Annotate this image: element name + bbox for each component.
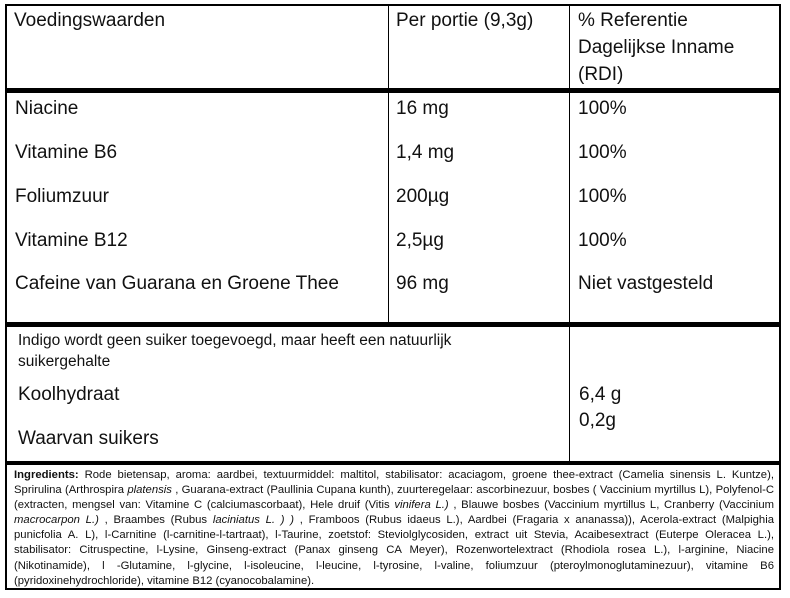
row-name: Niacine	[15, 98, 79, 119]
ingredients-italic: laciniatus L. ) )	[212, 514, 295, 527]
ingredients-part: , Blauwe bosbes (Vaccinium myrtillus L, Cranberry (Vaccinium	[448, 499, 775, 512]
header-rdi-line2: Dagelijkse Inname	[578, 37, 735, 58]
header-rdi-line3: (RDI)	[578, 64, 624, 85]
row-rdi: Niet vastgesteld	[578, 273, 714, 294]
row-amount: 1,4 mg	[396, 142, 455, 163]
ingredients-text	[14, 468, 774, 589]
row-rdi: 100%	[578, 230, 627, 251]
column-divider-2	[569, 6, 570, 461]
header-per-portion: Per portie (9,3g)	[396, 10, 534, 31]
column-divider-1	[388, 6, 389, 322]
row-rdi: 100%	[578, 142, 627, 163]
nutrition-table	[5, 4, 781, 590]
header-divider	[7, 88, 779, 93]
ingredients-label: Ingredients:	[14, 469, 79, 481]
ingredients-italic: macrocarpon L.)	[14, 514, 99, 527]
row-rdi: 100%	[578, 186, 627, 207]
header-nutrition-label: Voedingswaarden	[14, 10, 166, 31]
ingredients-part: , Braambes (Rubus	[98, 514, 213, 527]
row-amount: 200µg	[396, 186, 450, 207]
row-amount: 16 mg	[396, 98, 449, 119]
header-rdi-line1: % Referentie	[578, 10, 688, 31]
row-name: Vitamine B12	[15, 230, 128, 251]
ingredients-italic: vinifera L.)	[394, 499, 449, 512]
row-name: Vitamine B6	[15, 142, 118, 163]
row-amount: 96 mg	[396, 273, 449, 294]
sugar-note-line1: Indigo wordt geen suiker toegevoegd, maar heeft een natuurlijk	[18, 332, 452, 349]
carbohydrate-value: 6,4 g	[579, 384, 622, 405]
sugars-label: Waarvan suikers	[18, 428, 159, 449]
carbohydrate-label: Koolhydraat	[18, 384, 120, 405]
sugar-note-line2: suikergehalte	[18, 353, 111, 370]
vitamins-divider	[7, 322, 779, 327]
row-name: Cafeine van Guarana en Groene Thee	[15, 273, 339, 294]
row-name: Foliumzuur	[15, 186, 109, 207]
ingredients-divider	[7, 461, 779, 465]
ingredients-italic: platensis	[127, 484, 172, 497]
row-rdi: 100%	[578, 98, 627, 119]
ingredients-part: , Guarana-extract (Paullinia Cupana kunth), zuurteregelaar: ascorbinezuur, bosbes ( Vaccinium myrtillus L), Polyfenol-C (extracten, mengsel van: Vitamine C (calciumascorbaat), Hele druif (Vitis	[14, 484, 774, 512]
sugars-value: 0,2g	[579, 410, 616, 431]
ingredients-part: , Framboos (Rubus idaeus L.), Aardbei (Fragaria x ananassa)), Acerola-extract (Malpighia punicfolia A. L), l-Carnitine (l-carnitine-l-tartraat), l-Taurine, zoetstof: Steviolglycosiden, extract uit Stevia, Acaibesextract (Euterpe Oleracea L.), stabilisator: Citruspectine, l-Lysine, Ginseng-extract (Panax ginseng CA Meyer), Rozenwortelextract (Rhodiola rosea L.), l-arginine, Niacine (Nikotinamide), l -Glutamine, l-glycine, l-isoleucine, l-leucine, l-tyrosine, l-valine, foliumzuur (pteroylmonoglutaminezuur), vitamine B6 (pyridoxinehydrochloride), vitamine B12 (cyanocobalamine).	[14, 514, 774, 587]
ingredients-part: Rode bietensap, aroma: aardbei, textuurmiddel: maltitol, stabilisator: acaciagom, groene thee-extract (Camelia sinensis L. Kuntze), Sprirulina (Arthrospira	[14, 469, 774, 497]
row-amount: 2,5µg	[396, 230, 444, 251]
